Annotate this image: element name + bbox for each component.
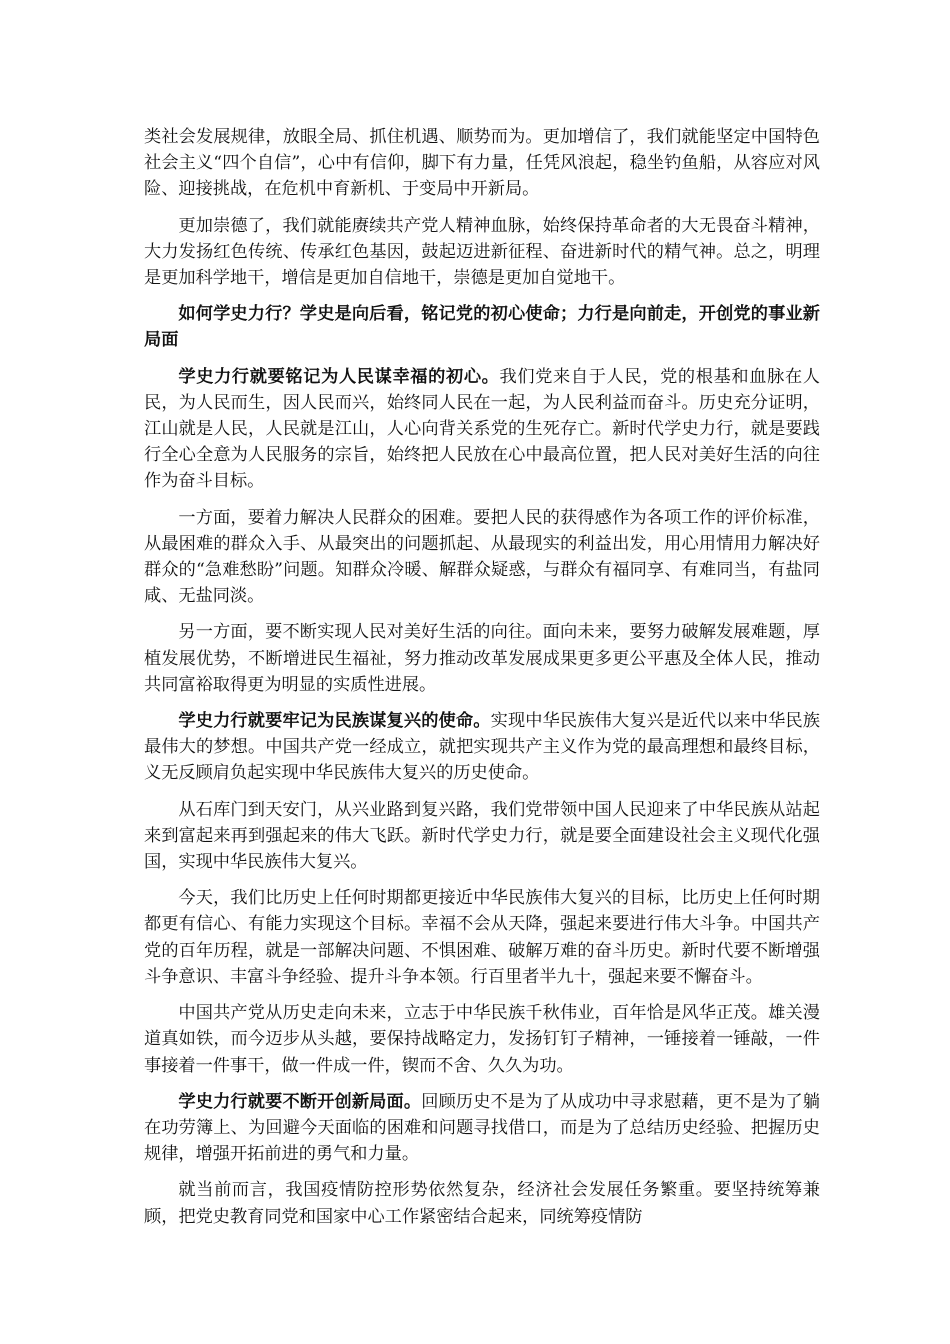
- paragraph-text: 从石库门到天安门，从兴业路到复兴路，我们党带领中国人民迎来了中华民族从站起来到富起来再到强起来的伟大飞跃。新时代学史力行，就是要全面建设社会主义现代化强国，实现中华民族伟大复兴。: [144, 799, 820, 873]
- paragraph-text: 中国共产党从历史走向未来，立志于中华民族千秋伟业，百年恰是风华正茂。雄关漫道真如铁，而今迈步从头越，要保持战略定力，发扬钉钉子精神，一锤接着一锤敲，一件事接着一件事干，做一件成一件，锲而不舍、久久为功。: [144, 1003, 820, 1076]
- paragraph-text: 更加崇德了，我们就能赓续共产党人精神血脉，始终保持革命者的大无畏奋斗精神，大力发扬红色传统、传承红色基因，鼓起迈进新征程、奋进新时代的精气神。总之，明理是更加科学地干，增信是更加自信地干，崇德是更加自觉地干。: [144, 215, 820, 289]
- paragraph: [144, 619, 820, 698]
- paragraph: [144, 797, 820, 876]
- paragraph: [144, 1089, 820, 1168]
- paragraph-text: 回顾历史不是为了从成功中寻求慰藉，更不是为了躺在功劳簿上、为回避今天面临的困难和问题寻找借口，而是为了总结历史经验、把握历史规律，增强开拓前进的勇气和力量。: [144, 1091, 820, 1165]
- paragraph-lead: 学史力行就要不断开创新局面。: [178, 1091, 422, 1112]
- section-heading-text: 如何学史力行？学史是向后看，铭记党的初心使命；力行是向前走，开创党的事业新局面: [144, 304, 820, 351]
- paragraph: [144, 1000, 820, 1079]
- paragraph-lead: 学史力行就要铭记为人民谋幸福的初心。: [178, 366, 500, 387]
- paragraph-text: 类社会发展规律，放眼全局、抓住机遇、顺势而为。更加增信了，我们就能坚定中国特色社会主义“四个自信”，心中有信仰，脚下有力量，任凭风浪起，稳坐钓鱼船，从容应对风险、迎接挑战，在危机中育新机、于变局中开新局。: [144, 127, 820, 200]
- paragraph-text: 我们党来自于人民，党的根基和血脉在人民，为人民而生，因人民而兴，始终同人民在一起，为人民利益而奋斗。历史充分证明，江山就是人民，人民就是江山，人心向背关系党的生死存亡。新时代学史力行，就是要践行全心全意为人民服务的宗旨，始终把人民放在心中最高位置，把人民对美好生活的向往作为奋斗目标。: [144, 366, 820, 492]
- paragraph-lead: 学史力行就要牢记为民族谋复兴的使命。: [178, 711, 491, 732]
- document-page: [144, 124, 820, 1240]
- paragraph: [144, 213, 820, 292]
- paragraph-text: 实现中华民族伟大复兴是近代以来中华民族最伟大的梦想。中国共产党一经成立，就把实现共产主义作为党的最高理想和最终目标，义无反顾肩负起实现中华民族伟大复兴的历史使命。: [144, 711, 820, 784]
- paragraph-text: 另一方面，要不断实现人民对美好生活的向往。面向未来，要努力破解发展难题，厚植发展优势，不断增进民生福祉，努力推动改革发展成果更多更公平惠及全体人民，推动共同富裕取得更为明显的实质性进展。: [144, 622, 820, 695]
- paragraph: [144, 1177, 820, 1229]
- paragraph-text: 今天，我们比历史上任何时期都更接近中华民族伟大复兴的目标，比历史上任何时期都更有信心、有能力实现这个目标。幸福不会从天降，强起来要进行伟大斗争。中国共产党的百年历程，就是一部解决问题、不惧困难、破解万难的奋斗历史。新时代要不断增强斗争意识、丰富斗争经验、提升斗争本领。行百里者半九十，强起来要不懈奋斗。: [144, 888, 820, 987]
- paragraph: [144, 124, 820, 203]
- section-heading: [144, 301, 820, 353]
- paragraph-text: 一方面，要着力解决人民群众的困难。要把人民的获得感作为各项工作的评价标准，从最困难的群众入手、从最突出的问题抓起、从最现实的利益出发，用心用情用力解决好群众的“急难愁盼”问题。知群众冷暖、解群众疑惑，与群众有福同享、有难同当，有盐同咸、无盐同淡。: [144, 507, 820, 607]
- paragraph: [144, 708, 820, 787]
- paragraph: [144, 885, 820, 990]
- paragraph-text: 就当前而言，我国疫情防控形势依然复杂，经济社会发展任务繁重。要坚持统筹兼顾，把党史教育同党和国家中心工作紧密结合起来，同统筹疫情防: [144, 1180, 820, 1227]
- paragraph: [144, 505, 820, 610]
- paragraph: [144, 364, 820, 495]
